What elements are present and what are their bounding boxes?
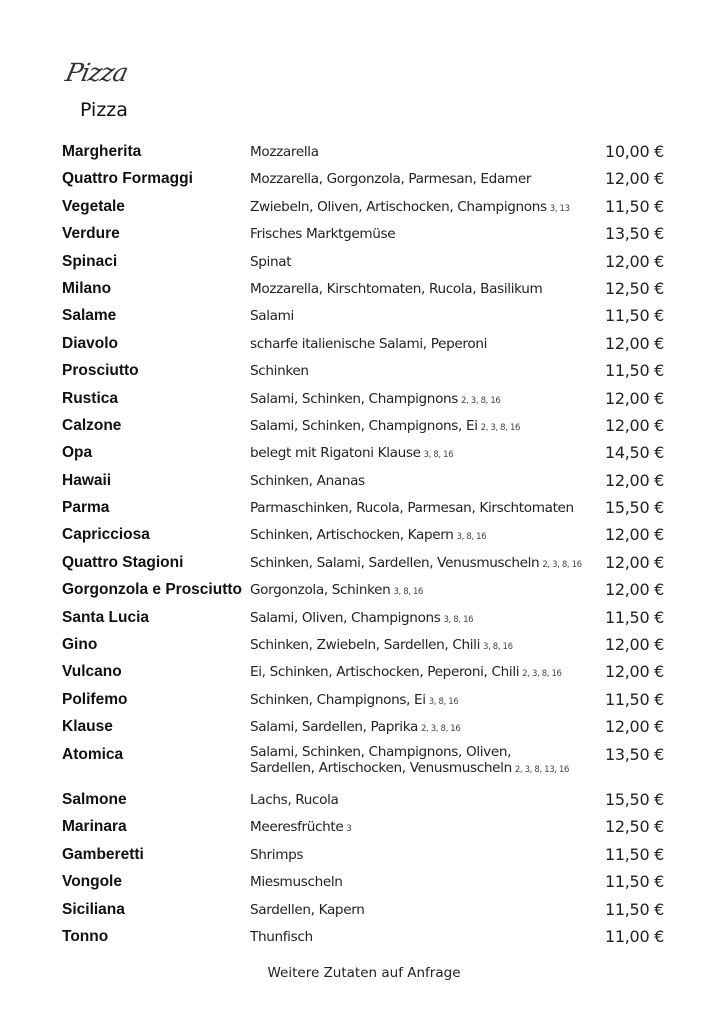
item-name: Gamberetti: [62, 845, 144, 863]
item-description: Sardellen, Kapern: [250, 901, 365, 918]
menu-item: [62, 497, 664, 524]
item-price: 12,00 €: [605, 169, 664, 189]
item-description: Salami, Schinken, Champignons, Oliven,: [250, 743, 512, 760]
menu-item: [62, 689, 664, 716]
footer-note: Weitere Zutaten auf Anfrage: [267, 965, 461, 981]
allergen-codes: 2, 3, 8, 13, 16: [514, 764, 570, 775]
item-price: 11,00 €: [605, 927, 664, 947]
item-description: Schinken, Salami, Sardellen, Venusmuscheln: [250, 554, 540, 571]
allergen-codes: 2, 3, 8, 16: [542, 559, 582, 570]
item-price: 12,50 €: [605, 278, 664, 298]
item-description: Zwiebeln, Oliven, Artischocken, Champignons: [250, 198, 547, 215]
item-name: Tonno: [62, 928, 109, 946]
item-name: Quattro Formaggi: [62, 170, 193, 188]
menu-item: [62, 141, 664, 168]
item-name: Opa: [62, 444, 93, 462]
item-price: 11,50 €: [605, 844, 664, 864]
item-description: Meeresfrüchte: [250, 819, 344, 836]
menu-item: [62, 388, 664, 415]
menu-item: [62, 524, 664, 551]
item-description: belegt mit Rigatoni Klause: [250, 445, 421, 462]
menu-item: [62, 305, 664, 332]
item-price: 11,50 €: [605, 306, 664, 326]
item-name: Salmone: [62, 791, 127, 809]
allergen-codes: 2, 3, 8, 16: [522, 669, 562, 680]
menu-item: [62, 844, 664, 871]
item-price: 11,50 €: [605, 607, 664, 627]
item-price: 11,50 €: [605, 689, 664, 709]
item-name: Verdure: [62, 225, 120, 243]
allergen-codes: 3, 8, 16: [443, 614, 474, 625]
menu-item: [62, 816, 664, 843]
allergen-codes: 3, 8, 16: [483, 642, 513, 653]
menu-list: [62, 141, 664, 953]
item-price: 14,50 €: [605, 443, 664, 463]
item-name: Marinara: [62, 818, 127, 836]
allergen-codes: 3: [346, 824, 352, 835]
item-name: Santa Lucia: [62, 608, 149, 626]
item-description: Schinken, Artischocken, Kapern: [250, 527, 454, 544]
script-heading-logo: Pizza: [62, 58, 131, 87]
allergen-codes: 2, 3, 8, 16: [420, 724, 461, 735]
menu-item: [62, 789, 664, 816]
item-price: 13,50 €: [605, 744, 664, 764]
item-name: Prosciutto: [62, 362, 139, 380]
allergen-codes: 2, 3, 8, 16: [461, 395, 501, 406]
item-description: Schinken, Ananas: [250, 472, 365, 489]
item-description: scharfe italienische Salami, Peperoni: [250, 335, 488, 352]
item-description: Schinken, Zwiebeln, Sardellen, Chili: [250, 637, 481, 654]
item-price: 10,00 €: [605, 142, 664, 161]
menu-item: [62, 196, 664, 223]
item-price: 12,00 €: [605, 251, 664, 271]
menu-item: [62, 871, 664, 898]
item-description: Salami, Sardellen, Paprika: [250, 719, 418, 736]
item-name: Salame: [62, 307, 117, 325]
item-price: 12,00 €: [605, 415, 664, 435]
menu-item: [62, 926, 664, 953]
item-description: Frisches Marktgemüse: [250, 226, 396, 243]
item-description: Spinat: [250, 253, 292, 270]
menu-item: [62, 470, 664, 497]
item-price: 12,00 €: [605, 525, 664, 545]
menu-item: [62, 899, 664, 926]
item-name: Diavolo: [62, 334, 118, 352]
item-description: Miesmuscheln: [250, 874, 343, 891]
menu-item: [62, 223, 664, 250]
menu-item: [62, 415, 664, 442]
item-description: Mozzarella, Kirschtomaten, Rucola, Basilikum: [250, 280, 543, 297]
item-description: Schinken, Champignons, Ei: [250, 691, 426, 708]
item-price: 12,00 €: [605, 662, 664, 682]
menu-item: [62, 360, 664, 387]
menu-item: [62, 442, 664, 469]
menu-item: [62, 579, 664, 606]
menu-item: [62, 278, 664, 305]
item-description: Salami, Schinken, Champignons: [250, 390, 459, 407]
item-price: 12,00 €: [605, 580, 664, 600]
item-name: Siciliana: [62, 900, 125, 918]
item-name: Spinaci: [62, 252, 118, 270]
item-description: Parmaschinken, Rucola, Parmesan, Kirschtomaten: [250, 500, 574, 517]
item-price: 12,00 €: [605, 552, 664, 572]
item-name: Gino: [62, 636, 98, 654]
item-name: Vegetale: [62, 197, 125, 215]
item-name: Gorgonzola e Prosciutto: [62, 581, 242, 599]
item-description: Salami, Schinken, Champignons, Ei: [250, 417, 478, 434]
menu-item: [62, 744, 664, 790]
item-price: 12,00 €: [605, 470, 664, 490]
item-name: Quattro Stagioni: [62, 553, 184, 571]
menu-item: [62, 634, 664, 661]
menu-item: [62, 333, 664, 360]
item-description: Shrimps: [250, 846, 304, 863]
item-price: 15,50 €: [605, 790, 664, 810]
item-price: 12,00 €: [605, 388, 664, 408]
item-description: Schinken: [250, 363, 309, 380]
item-price: 11,50 €: [605, 196, 664, 216]
menu-item: [62, 251, 664, 278]
allergen-codes: 3, 8, 16: [393, 587, 424, 598]
allergen-codes: 2, 3, 8, 16: [480, 422, 521, 433]
allergen-codes: 3, 8, 16: [423, 450, 454, 461]
item-price: 12,50 €: [605, 817, 664, 837]
menu-item: [62, 716, 664, 743]
item-name: Polifemo: [62, 690, 128, 708]
item-name: Atomica: [62, 745, 124, 763]
item-price: 12,00 €: [605, 717, 664, 737]
item-price: 11,50 €: [605, 361, 664, 381]
item-price: 13,50 €: [605, 224, 664, 244]
item-name: Vulcano: [62, 663, 122, 681]
item-name: Hawaii: [62, 471, 112, 489]
item-description: Lachs, Rucola: [250, 792, 339, 809]
item-name: Calzone: [62, 416, 122, 434]
allergen-codes: 3, 8, 16: [428, 696, 459, 707]
item-name: Milano: [62, 279, 112, 297]
item-description: Salami, Oliven, Champignons: [250, 609, 441, 626]
item-price: 11,50 €: [605, 899, 664, 919]
page-title: Pizza: [80, 99, 128, 121]
item-description: Mozzarella, Gorgonzola, Parmesan, Edamer: [250, 171, 532, 188]
allergen-codes: 3, 13: [549, 203, 570, 214]
item-description: Gorgonzola, Schinken: [250, 582, 391, 599]
item-description: Ei, Schinken, Artischocken, Peperoni, Chili: [250, 664, 520, 681]
menu-item: [62, 168, 664, 195]
item-name: Parma: [62, 499, 110, 517]
menu-item: [62, 661, 664, 688]
allergen-codes: 3, 8, 16: [456, 532, 487, 543]
item-name: Rustica: [62, 389, 118, 407]
item-name: Klause: [62, 718, 113, 736]
menu-item: [62, 607, 664, 634]
item-name: Margherita: [62, 143, 142, 160]
item-name: Capricciosa: [62, 526, 150, 544]
item-description: Mozzarella: [250, 144, 319, 160]
item-description: Thunfisch: [250, 929, 313, 946]
item-price: 15,50 €: [605, 498, 664, 518]
item-description: Salami: [250, 308, 294, 325]
item-price: 12,00 €: [605, 635, 664, 655]
item-name: Vongole: [62, 873, 122, 891]
item-price: 11,50 €: [605, 872, 664, 892]
menu-item: [62, 552, 664, 579]
item-description-line2: Sardellen, Artischocken, Venusmuscheln: [250, 759, 512, 776]
item-price: 12,00 €: [605, 333, 664, 353]
